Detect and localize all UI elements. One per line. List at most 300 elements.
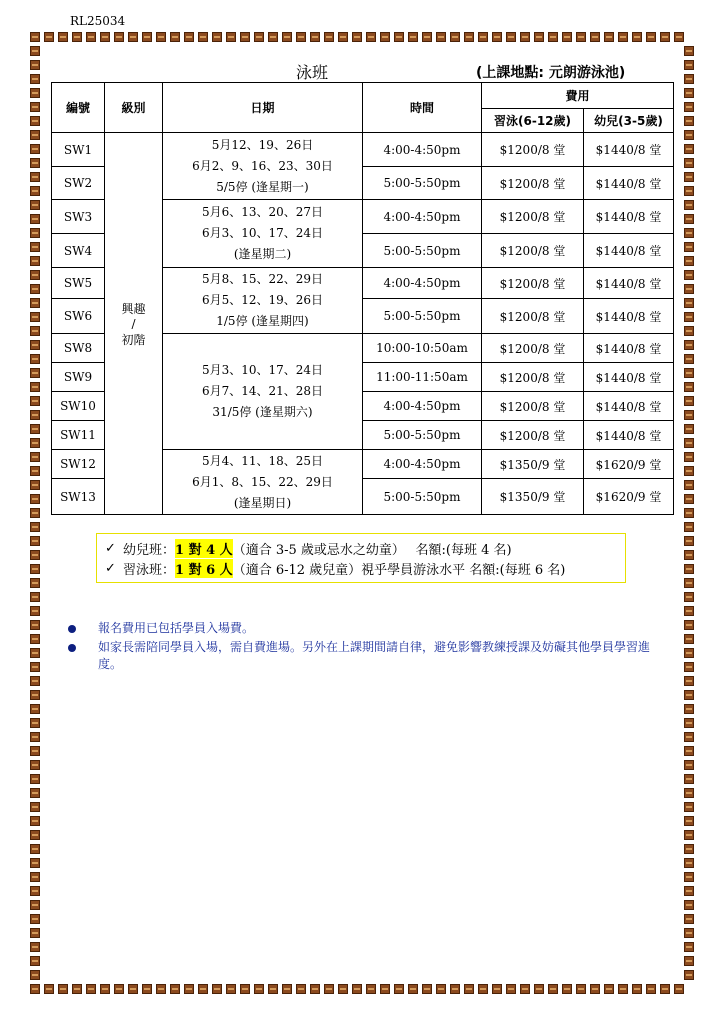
border-brick xyxy=(684,102,694,112)
border-brick xyxy=(646,32,656,42)
border-brick xyxy=(226,32,236,42)
border-brick xyxy=(562,984,572,994)
border-brick xyxy=(394,984,404,994)
border-brick xyxy=(684,480,694,490)
border-brick xyxy=(30,382,40,392)
border-brick xyxy=(30,424,40,434)
border-brick xyxy=(684,60,694,70)
border-brick xyxy=(30,186,40,196)
border-brick xyxy=(684,802,694,812)
date-group xyxy=(163,334,363,450)
border-brick xyxy=(170,984,180,994)
border-brick xyxy=(618,984,628,994)
border-brick xyxy=(684,200,694,210)
border-brick xyxy=(170,32,180,42)
border-brick xyxy=(30,340,40,350)
border-brick xyxy=(684,858,694,868)
border-brick xyxy=(30,214,40,224)
border-brick xyxy=(30,606,40,616)
fee-child: $1440/8 堂 xyxy=(584,392,674,421)
class-code: SW4 xyxy=(52,234,105,268)
border-brick xyxy=(44,32,54,42)
header-time: 時間 xyxy=(363,83,482,133)
class-code: SW13 xyxy=(52,479,105,515)
border-brick xyxy=(30,886,40,896)
border-brick xyxy=(674,984,684,994)
border-brick xyxy=(30,830,40,840)
border-brick xyxy=(30,452,40,462)
class-location: (上課地點: 元朗游泳池) xyxy=(476,65,626,81)
date-line: 5月3、10、17、24日 xyxy=(201,363,324,377)
border-brick xyxy=(30,312,40,322)
class-code: SW5 xyxy=(52,268,105,299)
border-brick xyxy=(576,984,586,994)
border-brick xyxy=(684,270,694,280)
border-brick xyxy=(684,550,694,560)
border-brick xyxy=(30,270,40,280)
date-line: 5月4、11、18、25日 xyxy=(201,453,324,468)
fee-child: $1440/8 堂 xyxy=(584,200,674,234)
class-code: SW11 xyxy=(52,421,105,450)
border-brick xyxy=(30,32,40,42)
border-brick xyxy=(590,984,600,994)
level-cell xyxy=(105,133,163,515)
class-time: 4:00-4:50pm xyxy=(363,450,482,479)
date-group xyxy=(163,450,363,515)
border-brick xyxy=(156,32,166,42)
class-time: 5:00-5:50pm xyxy=(363,234,482,268)
date-line: 31/5停 (逢星期六) xyxy=(212,405,313,419)
border-brick xyxy=(684,284,694,294)
border-brick xyxy=(30,816,40,826)
border-brick xyxy=(684,914,694,924)
border-brick xyxy=(684,900,694,910)
checkmark-icon: ✓ xyxy=(105,540,116,556)
border-brick xyxy=(684,956,694,966)
border-brick xyxy=(30,746,40,756)
border-brick xyxy=(632,32,642,42)
date-line: (逢星期日) xyxy=(233,495,292,510)
header-fee-child: 幼兒(3-5歲) xyxy=(584,109,674,133)
date-line: 5/5停 (逢星期一) xyxy=(216,179,309,194)
border-brick xyxy=(44,984,54,994)
fee-learn: $1200/8 堂 xyxy=(482,392,584,421)
border-brick xyxy=(30,60,40,70)
border-brick xyxy=(30,494,40,504)
border-brick xyxy=(604,32,614,42)
border-brick xyxy=(30,172,40,182)
border-brick xyxy=(296,32,306,42)
fee-child: $1620/9 堂 xyxy=(584,479,674,515)
border-brick xyxy=(254,32,264,42)
border-brick xyxy=(58,32,68,42)
date-line: 1/5停 (逢星期四) xyxy=(216,314,309,328)
fee-child: $1440/8 堂 xyxy=(584,363,674,392)
border-brick xyxy=(30,466,40,476)
border-brick xyxy=(492,32,502,42)
border-brick xyxy=(684,438,694,448)
header-level: 級別 xyxy=(105,83,163,133)
border-brick xyxy=(684,578,694,588)
border-brick xyxy=(684,466,694,476)
border-brick xyxy=(684,788,694,798)
border-brick xyxy=(684,928,694,938)
border-brick xyxy=(352,32,362,42)
border-brick xyxy=(310,984,320,994)
border-brick xyxy=(660,32,670,42)
border-brick xyxy=(128,32,138,42)
border-brick xyxy=(30,326,40,336)
border-brick xyxy=(684,158,694,168)
class-code: SW8 xyxy=(52,334,105,363)
border-brick xyxy=(30,578,40,588)
class-code: SW6 xyxy=(52,299,105,334)
border-brick xyxy=(684,536,694,546)
checkmark-icon: ✓ xyxy=(105,560,116,576)
border-brick xyxy=(30,858,40,868)
border-brick xyxy=(30,928,40,938)
note-line-child xyxy=(105,538,625,558)
border-brick xyxy=(684,214,694,224)
border-brick xyxy=(282,32,292,42)
border-brick xyxy=(684,494,694,504)
border-brick xyxy=(684,242,694,252)
border-brick xyxy=(30,354,40,364)
note-label: 幼兒班： xyxy=(123,542,176,558)
fee-learn: $1350/9 堂 xyxy=(482,450,584,479)
date-group xyxy=(163,268,363,334)
border-brick xyxy=(114,32,124,42)
remark-text: 如家長需陪同學員入場，需自費進場。另外在上課期間請自律，避免影響教練授課及妨礙其他學員學習進度。 xyxy=(98,640,651,671)
border-brick xyxy=(30,970,40,980)
border-brick xyxy=(674,32,684,42)
level-line: / xyxy=(131,316,136,331)
border-brick xyxy=(30,130,40,140)
border-brick xyxy=(576,32,586,42)
border-brick xyxy=(324,32,334,42)
list-item xyxy=(68,620,672,637)
note-ratio: 1 對 6 人 xyxy=(175,559,233,578)
border-brick xyxy=(632,984,642,994)
fee-learn: $1200/8 堂 xyxy=(482,363,584,392)
remarks-list xyxy=(68,620,672,675)
border-brick xyxy=(30,984,40,994)
border-brick xyxy=(562,32,572,42)
border-brick xyxy=(30,592,40,602)
border-brick xyxy=(548,984,558,994)
border-brick xyxy=(114,984,124,994)
border-brick xyxy=(684,340,694,350)
fee-learn: $1200/8 堂 xyxy=(482,200,584,234)
border-brick xyxy=(30,634,40,644)
border-brick xyxy=(684,116,694,126)
border-brick xyxy=(684,368,694,378)
class-time: 5:00-5:50pm xyxy=(363,421,482,450)
border-brick xyxy=(684,592,694,602)
border-brick xyxy=(492,984,502,994)
border-brick xyxy=(520,984,530,994)
decorative-border-right xyxy=(684,46,694,980)
border-brick xyxy=(478,32,488,42)
border-brick xyxy=(30,438,40,448)
decorative-border-left xyxy=(30,46,40,980)
border-brick xyxy=(684,830,694,840)
class-code: SW1 xyxy=(52,133,105,167)
border-brick xyxy=(684,46,694,56)
note-description: （適合 6-12 歲兒童）視乎學員游泳水平 名額:(每班 6 名) xyxy=(232,562,566,578)
fee-learn: $1200/8 堂 xyxy=(482,133,584,167)
date-line: 6月2、9、16、23、30日 xyxy=(192,158,333,173)
table-row xyxy=(52,133,674,167)
decorative-border-bottom xyxy=(30,984,684,994)
border-brick xyxy=(478,984,488,994)
bullet-icon xyxy=(68,644,76,652)
fee-child: $1440/8 堂 xyxy=(584,133,674,167)
fee-child: $1440/8 堂 xyxy=(584,268,674,299)
border-brick xyxy=(142,984,152,994)
border-brick xyxy=(30,942,40,952)
level-line: 興趣 xyxy=(121,301,146,316)
date-group xyxy=(163,133,363,200)
bullet-icon xyxy=(68,625,76,633)
class-time: 5:00-5:50pm xyxy=(363,167,482,200)
border-brick xyxy=(684,816,694,826)
border-brick xyxy=(198,32,208,42)
date-line: (逢星期二) xyxy=(233,247,292,261)
border-brick xyxy=(684,648,694,658)
header-code: 編號 xyxy=(52,83,105,133)
border-brick xyxy=(464,984,474,994)
class-time: 4:00-4:50pm xyxy=(363,200,482,234)
border-brick xyxy=(450,984,460,994)
header-fee: 費用 xyxy=(482,83,674,109)
border-brick xyxy=(684,662,694,672)
date-line: 6月1、8、15、22、29日 xyxy=(192,474,333,489)
border-brick xyxy=(684,746,694,756)
border-brick xyxy=(72,984,82,994)
note-description: （適合 3-5 歲或忌水之幼童） 名額:(每班 4 名) xyxy=(232,542,512,558)
document-reference: RL25034 xyxy=(70,14,126,28)
border-brick xyxy=(684,424,694,434)
border-brick xyxy=(590,32,600,42)
border-brick xyxy=(684,88,694,98)
border-brick xyxy=(366,984,376,994)
border-brick xyxy=(30,284,40,294)
border-brick xyxy=(30,74,40,84)
border-brick xyxy=(684,690,694,700)
page-title: 泳班 xyxy=(296,63,329,82)
list-item xyxy=(68,639,672,673)
border-brick xyxy=(30,522,40,532)
fee-learn: $1350/9 堂 xyxy=(482,479,584,515)
fee-learn: $1200/8 堂 xyxy=(482,334,584,363)
border-brick xyxy=(30,914,40,924)
border-brick xyxy=(30,774,40,784)
border-brick xyxy=(30,116,40,126)
fee-child: $1440/8 堂 xyxy=(584,334,674,363)
fee-child: $1440/8 堂 xyxy=(584,299,674,334)
border-brick xyxy=(684,130,694,140)
border-brick xyxy=(684,970,694,980)
border-brick xyxy=(618,32,628,42)
border-brick xyxy=(684,760,694,770)
border-brick xyxy=(30,662,40,672)
border-brick xyxy=(30,508,40,518)
border-brick xyxy=(464,32,474,42)
class-ratio-notes xyxy=(96,533,626,583)
border-brick xyxy=(254,984,264,994)
border-brick xyxy=(30,690,40,700)
border-brick xyxy=(684,326,694,336)
date-group xyxy=(163,200,363,268)
border-brick xyxy=(380,984,390,994)
border-brick xyxy=(684,704,694,714)
date-line: 5月12、19、26日 xyxy=(211,137,314,152)
border-brick xyxy=(30,368,40,378)
border-brick xyxy=(296,984,306,994)
border-brick xyxy=(506,32,516,42)
border-brick xyxy=(30,256,40,266)
border-brick xyxy=(506,984,516,994)
class-time: 4:00-4:50pm xyxy=(363,392,482,421)
fee-learn: $1200/8 堂 xyxy=(482,268,584,299)
date-line: 6月3、10、17、24日 xyxy=(201,226,324,240)
border-brick xyxy=(684,396,694,406)
border-brick xyxy=(30,620,40,630)
decorative-border-top xyxy=(30,32,684,42)
border-brick xyxy=(436,984,446,994)
border-brick xyxy=(142,32,152,42)
border-brick xyxy=(128,984,138,994)
border-brick xyxy=(684,382,694,392)
class-time: 4:00-4:50pm xyxy=(363,133,482,167)
border-brick xyxy=(30,788,40,798)
border-brick xyxy=(684,172,694,182)
class-time: 10:00-10:50am xyxy=(363,334,482,363)
class-code: SW9 xyxy=(52,363,105,392)
border-brick xyxy=(604,984,614,994)
border-brick xyxy=(30,410,40,420)
header-fee-learn: 習泳(6-12歲) xyxy=(482,109,584,133)
border-brick xyxy=(422,984,432,994)
border-brick xyxy=(30,732,40,742)
class-code: SW2 xyxy=(52,167,105,200)
border-brick xyxy=(30,298,40,308)
class-time: 11:00-11:50am xyxy=(363,363,482,392)
border-brick xyxy=(86,32,96,42)
border-brick xyxy=(408,984,418,994)
class-code: SW10 xyxy=(52,392,105,421)
border-brick xyxy=(30,802,40,812)
class-time: 5:00-5:50pm xyxy=(363,479,482,515)
note-ratio: 1 對 4 人 xyxy=(175,539,233,558)
border-brick xyxy=(30,900,40,910)
level-line: 初階 xyxy=(121,332,146,347)
border-brick xyxy=(684,872,694,882)
note-line-learn xyxy=(105,558,625,578)
border-brick xyxy=(30,564,40,574)
border-brick xyxy=(30,550,40,560)
border-brick xyxy=(520,32,530,42)
border-brick xyxy=(684,774,694,784)
fee-learn: $1200/8 堂 xyxy=(482,421,584,450)
border-brick xyxy=(212,32,222,42)
class-code: SW12 xyxy=(52,450,105,479)
border-brick xyxy=(684,256,694,266)
border-brick xyxy=(684,508,694,518)
border-brick xyxy=(684,312,694,322)
date-line: 6月5、12、19、26日 xyxy=(201,293,324,307)
border-brick xyxy=(684,606,694,616)
border-brick xyxy=(684,844,694,854)
border-brick xyxy=(684,186,694,196)
date-line: 5月6、13、20、27日 xyxy=(201,205,324,219)
border-brick xyxy=(338,984,348,994)
border-brick xyxy=(684,732,694,742)
border-brick xyxy=(30,46,40,56)
border-brick xyxy=(58,984,68,994)
border-brick xyxy=(86,984,96,994)
border-brick xyxy=(30,536,40,546)
border-brick xyxy=(30,200,40,210)
border-brick xyxy=(198,984,208,994)
border-brick xyxy=(240,984,250,994)
border-brick xyxy=(548,32,558,42)
border-brick xyxy=(450,32,460,42)
border-brick xyxy=(72,32,82,42)
border-brick xyxy=(660,984,670,994)
border-brick xyxy=(684,228,694,238)
fee-learn: $1200/8 堂 xyxy=(482,234,584,268)
border-brick xyxy=(30,88,40,98)
class-time: 5:00-5:50pm xyxy=(363,299,482,334)
border-brick xyxy=(240,32,250,42)
class-code: SW3 xyxy=(52,200,105,234)
fee-learn: $1200/8 堂 xyxy=(482,299,584,334)
border-brick xyxy=(30,704,40,714)
border-brick xyxy=(352,984,362,994)
fee-child: $1620/9 堂 xyxy=(584,450,674,479)
remark-text: 報名費用已包括學員入場費。 xyxy=(98,621,255,635)
border-brick xyxy=(366,32,376,42)
border-brick xyxy=(184,32,194,42)
border-brick xyxy=(30,844,40,854)
border-brick xyxy=(30,396,40,406)
fee-child: $1440/8 堂 xyxy=(584,421,674,450)
border-brick xyxy=(684,354,694,364)
border-brick xyxy=(436,32,446,42)
border-brick xyxy=(30,228,40,238)
border-brick xyxy=(30,718,40,728)
class-time: 4:00-4:50pm xyxy=(363,268,482,299)
border-brick xyxy=(268,32,278,42)
border-brick xyxy=(30,158,40,168)
border-brick xyxy=(30,648,40,658)
fee-child: $1440/8 堂 xyxy=(584,167,674,200)
border-brick xyxy=(684,620,694,630)
border-brick xyxy=(30,102,40,112)
border-brick xyxy=(212,984,222,994)
fee-child: $1440/8 堂 xyxy=(584,234,674,268)
border-brick xyxy=(646,984,656,994)
border-brick xyxy=(338,32,348,42)
border-brick xyxy=(684,522,694,532)
border-brick xyxy=(684,676,694,686)
border-brick xyxy=(156,984,166,994)
border-brick xyxy=(324,984,334,994)
date-line: 6月7、14、21、28日 xyxy=(201,384,324,398)
border-brick xyxy=(30,676,40,686)
